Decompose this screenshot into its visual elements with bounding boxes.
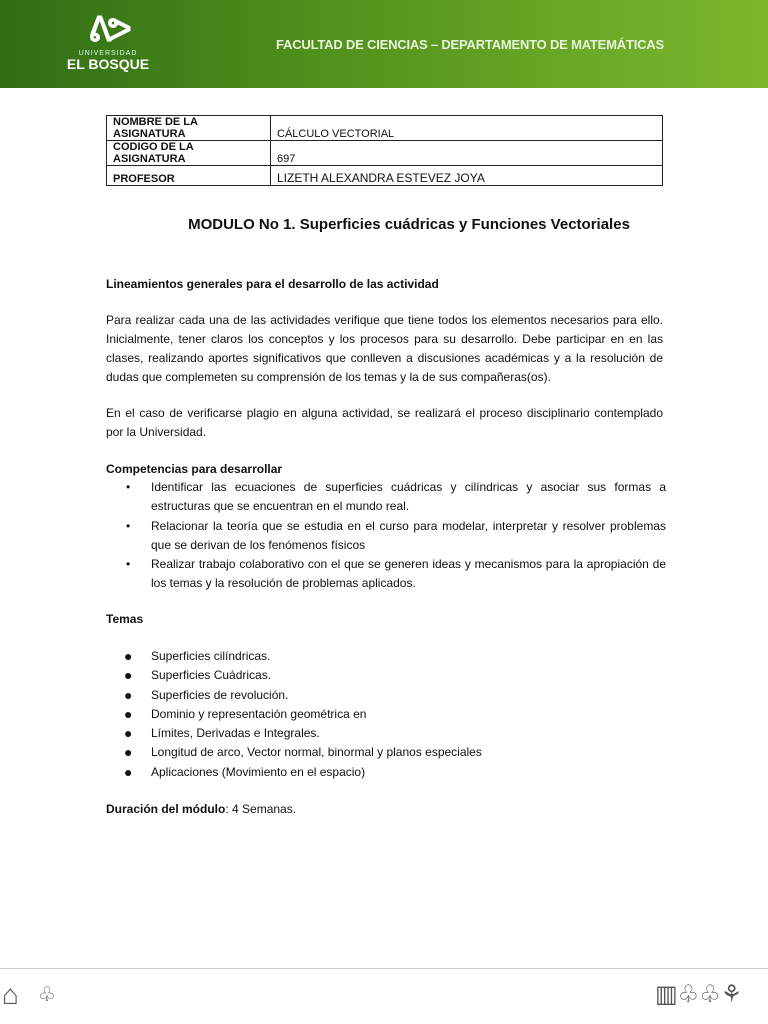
course-code: 697 — [271, 141, 663, 166]
competency-item: • Relacionar la teoría que se estudia en el curso para modelar, interpretar y resolver problemas que se derivan de los fenómenos físicos — [126, 519, 666, 552]
competency-item: • Identificar las ecuaciones de superficies cuádricas y cilíndricas y asociar sus formas a estructuras que se encuentran en el mundo real. — [126, 480, 666, 513]
label: CODIGO DE LA ASIGNATURA — [107, 141, 271, 166]
topics-list — [106, 647, 482, 782]
topic-item: ● Dominio y representación geométrica en — [124, 705, 367, 722]
topic-item: ● Superficies cilíndricas. — [124, 648, 271, 664]
topic-item: ● Superficies de revolución. — [124, 686, 289, 703]
course-name: CÁLCULO VECTORIAL — [271, 116, 663, 141]
topics-heading: Temas — [106, 612, 144, 626]
competency-item: • Realizar trabajo colaborativo con el que se generen ideas y mecanismos para la apropiación de los temas y la resolución de problemas aplicados. — [126, 557, 666, 590]
footer-divider — [0, 968, 768, 969]
duration: Duración del módulo: 4 Semanas. — [106, 802, 297, 816]
plagiarism-paragraph: En el caso de verificarse plagio en alguna actividad, se realizará el proceso disciplinario contemplado por la Universidad. — [106, 406, 663, 439]
professor: LIZETH ALEXANDRA ESTEVEZ JOYA — [271, 166, 663, 186]
campus-illustration-icon: ▥♧♧⚘ — [655, 981, 743, 1008]
university-logo: ᕕᕗ UNIVERSIDAD EL BOSQUE — [66, 11, 150, 72]
topic-item: ● Aplicaciones (Movimiento en el espacio) — [124, 763, 366, 780]
label: PROFESOR — [107, 166, 271, 186]
topic-item: ● Límites, Derivadas e Integrales. — [124, 725, 320, 742]
topic-item: ● Superficies Cuádricas. — [124, 667, 272, 684]
label: NOMBRE DE LA ASIGNATURA — [107, 116, 271, 141]
module-title: MODULO No 1. Superficies cuádricas y Funciones Vectoriales — [188, 216, 630, 233]
page-header — [0, 0, 768, 88]
course-info-table — [106, 115, 663, 186]
guidelines-heading: Lineamientos generales para el desarrollo de las actividad — [106, 277, 439, 291]
guidelines-paragraph: Para realizar cada una de las actividades verifique que tiene todos los elementos necesarios para ello. Inicialmente, tener claros los conceptos y los procesos para su desarrollo. Debe participar en en las clases, realizando aportes significativos que conlleven a discusiones académicas y a la resolución de dudas que complemeten su comprensión de los temas y la de sus compañeras(os). — [106, 313, 663, 384]
competencies-heading: Competencias para desarrollar — [106, 462, 283, 476]
topic-item: ● Longitud de arco, Vector normal, binormal y planos especiales — [124, 744, 482, 761]
header-title: FACULTAD DE CIENCIAS – DEPARTAMENTO DE MATEMÁTICAS — [276, 37, 664, 52]
tree-illustration-icon: ♧ — [38, 984, 56, 1006]
house-illustration-icon: ⌂ — [2, 979, 19, 1010]
